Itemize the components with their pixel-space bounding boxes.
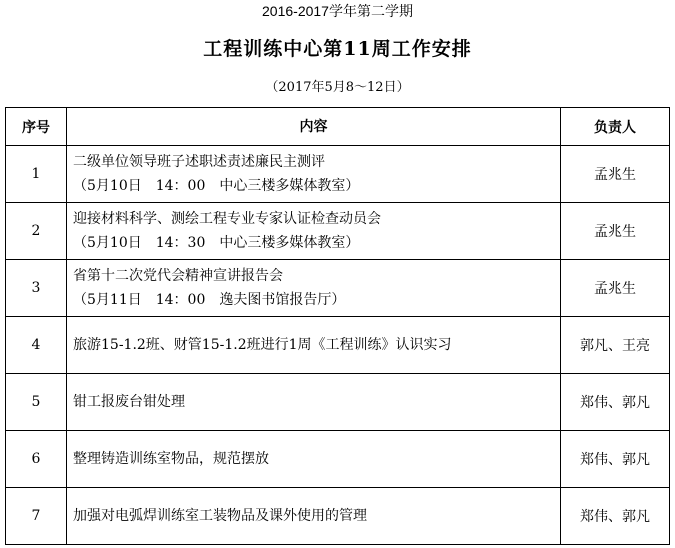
schedule-table: [5, 107, 670, 545]
table-header-row: [6, 108, 670, 146]
table-row: [6, 488, 670, 545]
row-content-detail: （5月10日 14：30 中心三楼多媒体教室）: [73, 235, 360, 251]
column-header-content: 内容: [67, 108, 561, 146]
row-number: 6: [6, 431, 67, 488]
row-content-line: 旅游15-1.2班、财管15-1.2班进行1周《工程训练》认识实习: [73, 337, 452, 353]
row-content: [67, 317, 561, 374]
row-content: [67, 488, 561, 545]
row-number: 2: [6, 203, 67, 260]
table-row: [6, 203, 670, 260]
table-row: [6, 146, 670, 203]
column-header-number: 序号: [6, 108, 67, 146]
row-person: 孟兆生: [561, 260, 670, 317]
row-number: 7: [6, 488, 67, 545]
row-content-line: 二级单位领导班子述职述责述廉民主测评: [73, 154, 325, 170]
row-number: 4: [6, 317, 67, 374]
semester-label: 2016-2017学年第二学期: [262, 3, 413, 19]
row-content-line: 整理铸造训练室物品，规范摆放: [73, 451, 269, 467]
row-number: 1: [6, 146, 67, 203]
row-person: 孟兆生: [561, 203, 670, 260]
table-row: [6, 317, 670, 374]
column-header-person: 负责人: [561, 108, 670, 146]
table-row: [6, 260, 670, 317]
document-title: 工程训练中心第11周工作安排: [203, 38, 472, 60]
row-content-line: 迎接材料科学、测绘工程专业专家认证检查动员会: [73, 211, 381, 227]
row-content-line: 钳工报废台钳处理: [73, 394, 185, 410]
row-content: [67, 260, 561, 317]
row-number: 3: [6, 260, 67, 317]
row-number: 5: [6, 374, 67, 431]
row-person: 郑伟、郭凡: [561, 431, 670, 488]
row-content-line: 省第十二次党代会精神宣讲报告会: [73, 268, 283, 284]
row-content-line: 加强对电弧焊训练室工装物品及课外使用的管理: [73, 508, 367, 524]
table-row: [6, 431, 670, 488]
date-range: （2017年5月8～12日）: [265, 80, 410, 95]
row-content: [67, 431, 561, 488]
row-content: [67, 146, 561, 203]
row-content-detail: （5月10日 14：00 中心三楼多媒体教室）: [73, 178, 360, 194]
table-row: [6, 374, 670, 431]
row-content: [67, 374, 561, 431]
row-content: [67, 203, 561, 260]
row-person: 郑伟、郭凡: [561, 374, 670, 431]
row-content-detail: （5月11日 14：00 逸夫图书馆报告厅）: [73, 292, 346, 308]
row-person: 郑伟、郭凡: [561, 488, 670, 545]
row-person: 郭凡、王亮: [561, 317, 670, 374]
row-person: 孟兆生: [561, 146, 670, 203]
